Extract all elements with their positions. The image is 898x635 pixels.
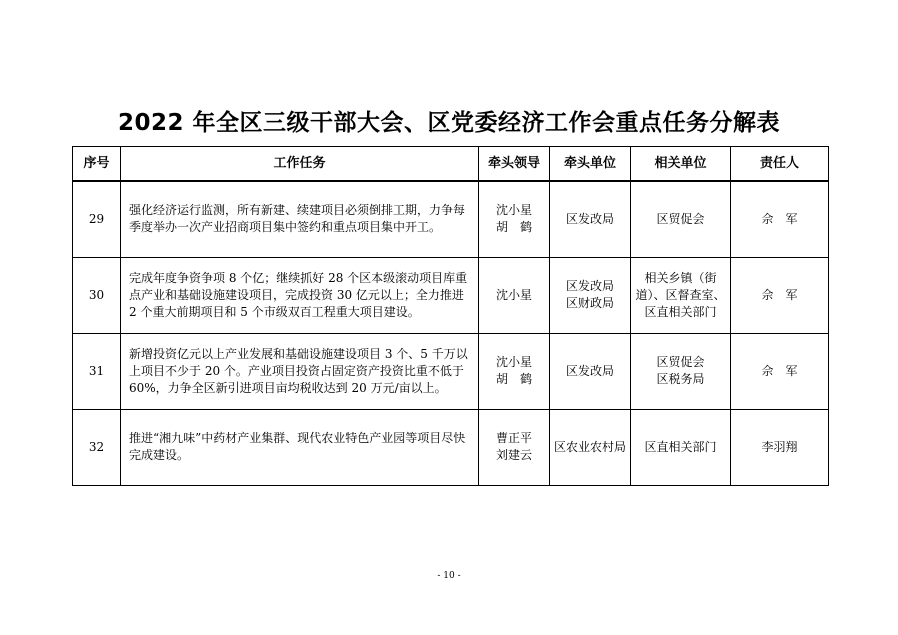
lead-unit-name: 区财政局 bbox=[565, 296, 614, 310]
task-table bbox=[72, 146, 829, 486]
table-header-row bbox=[73, 147, 829, 182]
related-unit-name: 相关乡镇（街 bbox=[644, 270, 717, 285]
row-number: 30 bbox=[73, 257, 121, 333]
table-row bbox=[73, 333, 829, 409]
responsible-person: 佘 军 bbox=[731, 181, 829, 257]
related-unit-name: 道）、区督查室、 bbox=[635, 287, 726, 302]
lead-unit-name: 区发改局 bbox=[565, 363, 614, 378]
task-description: 完成年度争资争项 8 个亿；继续抓好 28 个区本级滚动项目库重点产业和基础设施建设项目，完成投资 30 亿元以上；全力推进 2 个重大前期项目和 5 个市级双百工程重大项目建设。 bbox=[121, 257, 479, 333]
lead-unit bbox=[550, 257, 631, 333]
table-row bbox=[73, 257, 829, 333]
related-unit-name: 区直相关部门 bbox=[644, 439, 717, 454]
lead-leaders bbox=[479, 181, 550, 257]
task-description: 新增投资亿元以上产业发展和基础设施建设项目 3 个、5 千万以上项目不少于 20 个。产业项目投资占固定资产投资比重不低于 60%，力争全区新引进项目亩均税收达到 20 万元/亩以上。 bbox=[121, 333, 479, 409]
table-row bbox=[73, 409, 829, 485]
related-units bbox=[631, 181, 731, 257]
lead-leaders bbox=[479, 409, 550, 485]
page-number: - 10 - bbox=[437, 571, 461, 581]
task-description: 推进“湘九味”中药材产业集群、现代农业特色产业园等项目尽快完成建设。 bbox=[121, 409, 479, 485]
lead-unit bbox=[550, 409, 631, 485]
lead-unit-name: 区发改局 bbox=[565, 279, 614, 293]
task-description: 强化经济运行监测，所有新建、续建项目必须倒排工期，力争每季度举办一次产业招商项目集中签约和重点项目集中开工。 bbox=[121, 181, 479, 257]
related-unit-name: 区税务局 bbox=[656, 372, 705, 386]
row-number: 32 bbox=[73, 409, 121, 485]
related-unit-name: 区贸促会 bbox=[656, 355, 705, 369]
lead-unit bbox=[550, 181, 631, 257]
leader-name: 沈小星 bbox=[495, 287, 532, 302]
lead-unit bbox=[550, 333, 631, 409]
leader-name: 沈小星 bbox=[495, 355, 532, 369]
lead-leaders bbox=[479, 257, 550, 333]
responsible-person: 李羽翔 bbox=[731, 409, 829, 485]
header-task: 工作任务 bbox=[121, 147, 479, 182]
header-lead-unit: 牵头单位 bbox=[550, 147, 631, 182]
row-number: 31 bbox=[73, 333, 121, 409]
lead-unit-name: 区农业农村局 bbox=[554, 439, 627, 454]
lead-leaders bbox=[479, 333, 550, 409]
leader-name: 刘建云 bbox=[495, 448, 532, 462]
related-unit-name: 区直相关部门 bbox=[644, 304, 717, 319]
header-related-units: 相关单位 bbox=[631, 147, 731, 182]
responsible-person: 佘 军 bbox=[731, 257, 829, 333]
related-unit-name: 区贸促会 bbox=[656, 211, 705, 226]
leader-name: 胡 鹤 bbox=[495, 220, 532, 235]
table-row bbox=[73, 181, 829, 257]
lead-unit-name: 区发改局 bbox=[565, 211, 614, 226]
row-number: 29 bbox=[73, 181, 121, 257]
related-units bbox=[631, 257, 731, 333]
leader-name: 胡 鹤 bbox=[495, 372, 532, 386]
header-lead-leader: 牵头领导 bbox=[479, 147, 550, 182]
related-units bbox=[631, 409, 731, 485]
responsible-person: 佘 军 bbox=[731, 333, 829, 409]
related-units bbox=[631, 333, 731, 409]
leader-name: 沈小星 bbox=[495, 203, 532, 218]
document-title: 2022 年全区三级干部大会、区党委经济工作会重点任务分解表 bbox=[117, 110, 781, 136]
leader-name: 曹正平 bbox=[495, 431, 532, 445]
header-owner: 责任人 bbox=[731, 147, 829, 182]
header-no: 序号 bbox=[73, 147, 121, 182]
